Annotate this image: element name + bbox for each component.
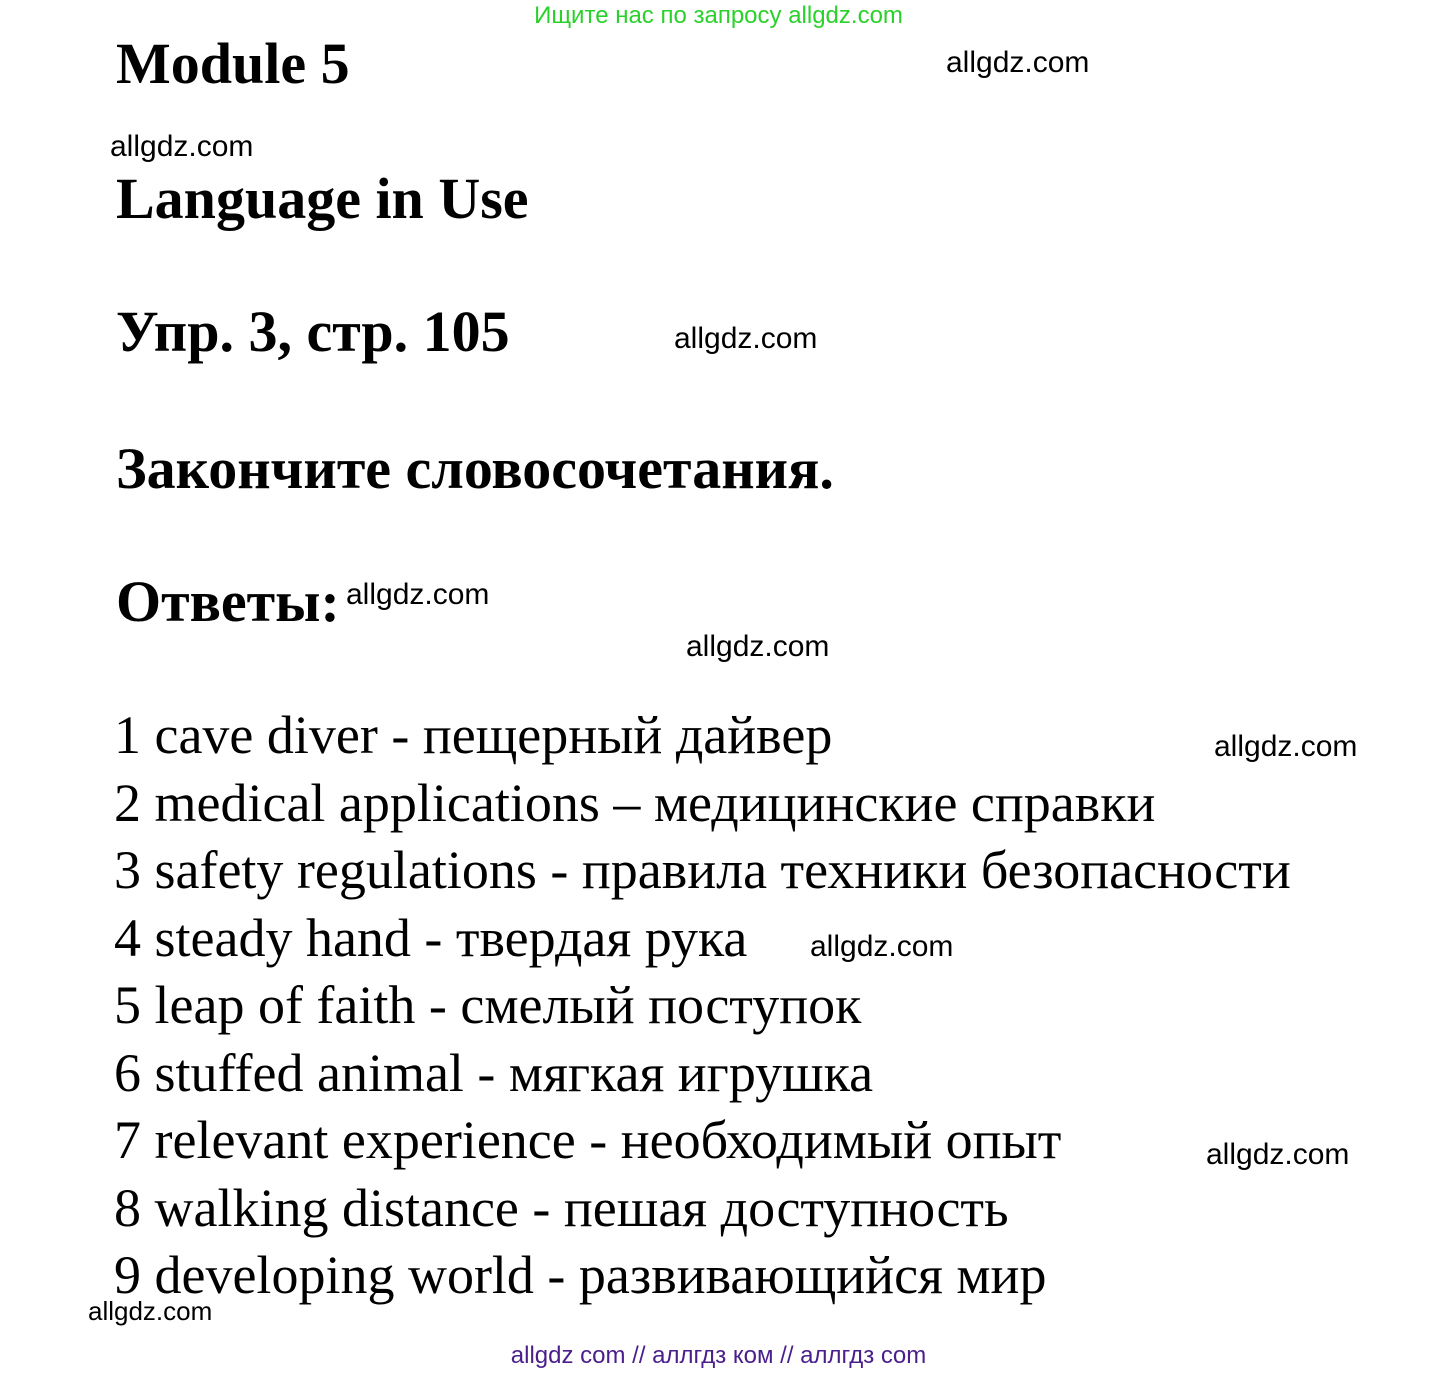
answer-item: 6 stuffed animal - мягкая игрушка bbox=[114, 1042, 874, 1103]
answers-heading: Ответы: bbox=[116, 569, 340, 634]
answer-item: 9 developing world - развивающийся мир bbox=[114, 1245, 1047, 1305]
watermark: allgdz.com bbox=[346, 578, 490, 611]
section-title: Language in Use bbox=[116, 166, 529, 231]
watermark: allgdz.com bbox=[810, 930, 954, 963]
watermark: allgdz.com bbox=[88, 1296, 213, 1326]
footer-links: allgdz com // аллгдз ком // аллгдз com bbox=[510, 1342, 927, 1369]
watermark: allgdz.com bbox=[946, 46, 1090, 79]
answer-item: 7 relevant experience - необходимый опыт bbox=[114, 1110, 1062, 1170]
answer-item: 3 safety regulations - правила техники безопасности bbox=[114, 840, 1291, 900]
task-instruction: Закончите словосочетания. bbox=[116, 436, 834, 501]
watermark: allgdz.com bbox=[110, 130, 254, 163]
watermark: allgdz.com bbox=[1206, 1138, 1350, 1171]
answer-item: 8 walking distance - пешая доступность bbox=[114, 1177, 1009, 1238]
module-title: Module 5 bbox=[116, 31, 350, 96]
exercise-reference: Упр. 3, стр. 105 bbox=[116, 299, 510, 364]
watermark: allgdz.com bbox=[686, 630, 830, 663]
answer-item: 1 cave diver - пещерный дайвер bbox=[114, 705, 833, 765]
answers-list bbox=[114, 702, 1291, 1310]
answer-item: 2 medical applications – медицинские справки bbox=[114, 772, 1156, 833]
answer-item: 5 leap of faith - смелый поступок bbox=[114, 975, 862, 1035]
watermark: allgdz.com bbox=[674, 322, 818, 355]
site-banner: Ищите нас по запросу allgdz.com bbox=[534, 2, 903, 29]
watermark: allgdz.com bbox=[1214, 730, 1358, 763]
answer-item: 4 steady hand - твердая рука bbox=[114, 907, 748, 968]
